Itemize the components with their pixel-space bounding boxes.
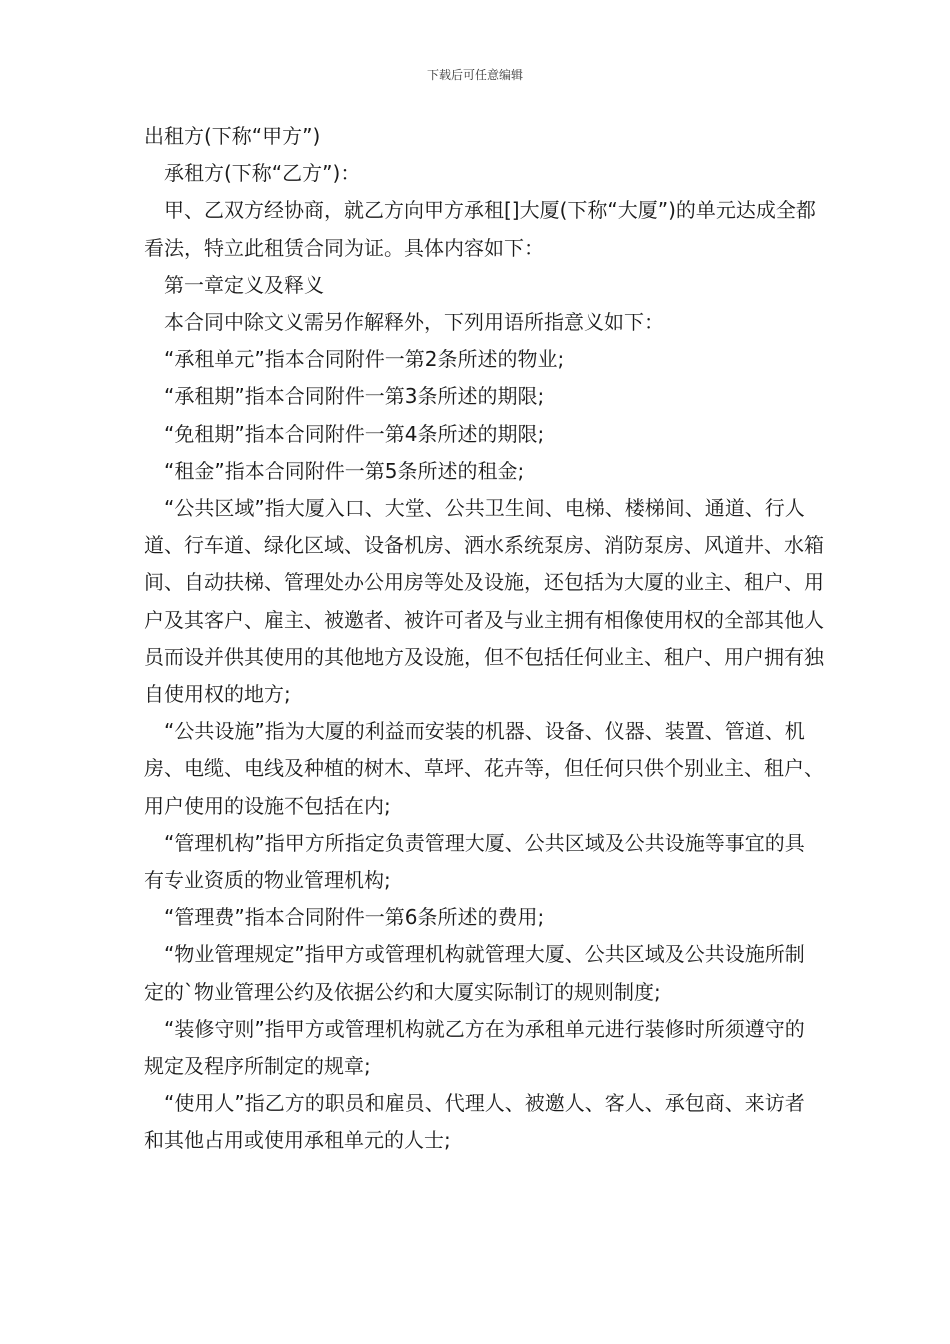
definition-lease-term: “承租期”指本合同附件一第3条所述的期限; — [164, 384, 545, 409]
document-body — [144, 118, 824, 1160]
paragraph-lessor: 出租方(下称“甲方”) — [144, 124, 321, 148]
definition-public-area: “公共区域”指大厦入口、大堂、公共卫生间、电梯、楼梯间、通道、行人道、行车道、绿化区域、设备机房、洒水系统泵房、消防泵房、风道井、水箱间、自动扶梯、管理处办公用房等处及设施，还包括为大厦的业主、租户、用户及其客户、雇主、被邀者、被许可者及与业主拥有相像使用权的全部其他人员而设并供其使用的其他地方及设施，但不包括任何业主、租户、用户拥有独自使用权的地方; — [144, 496, 824, 707]
page-header: 下载后可任意编辑 — [426, 68, 523, 82]
definition-management-fee: “管理费”指本合同附件一第6条所述的费用; — [164, 905, 545, 930]
definition-leased-unit: “承租单元”指本合同附件一第2条所述的物业; — [164, 347, 565, 372]
chapter-title: 第一章定义及释义 — [164, 272, 324, 297]
paragraph-intro: 甲、乙双方经协商，就乙方向甲方承租[]大厦(下称“大厦”)的单元达成全都看法，特立此租赁合同为证。具体内容如下： — [144, 198, 816, 260]
paragraph-definitions-intro: 本合同中除文义需另作解释外，下列用语所指意义如下： — [164, 310, 664, 335]
definition-property-rules: “物业管理规定”指甲方或管理机构就管理大厦、公共区域及公共设施所制定的`物业管理公约及依据公约和大厦实际制订的规则制度; — [144, 942, 805, 1004]
definition-rent-free-period: “免租期”指本合同附件一第4条所述的期限; — [164, 421, 545, 446]
definition-rent: “租金”指本合同附件一第5条所述的租金; — [164, 458, 525, 483]
definition-user: “使用人”指乙方的职员和雇员、代理人、被邀人、客人、承包商、来访者和其他占用或使用承租单元的人士; — [144, 1091, 805, 1153]
definition-public-facilities: “公共设施”指为大厦的利益而安装的机器、设备、仪器、装置、管道、机房、电缆、电线及种植的树木、草坪、花卉等，但任何只供个别业主、租户、用户使用的设施不包括在内; — [144, 719, 824, 818]
definition-management-body: “管理机构”指甲方所指定负责管理大厦、公共区域及公共设施等事宜的具有专业资质的物业管理机构; — [144, 830, 805, 893]
paragraph-lessee: 承租方(下称“乙方”)： — [164, 161, 361, 186]
definition-decoration-rules: “装修守则”指甲方或管理机构就乙方在为承租单元进行装修时所须遵守的规定及程序所制定的规章; — [144, 1016, 805, 1079]
